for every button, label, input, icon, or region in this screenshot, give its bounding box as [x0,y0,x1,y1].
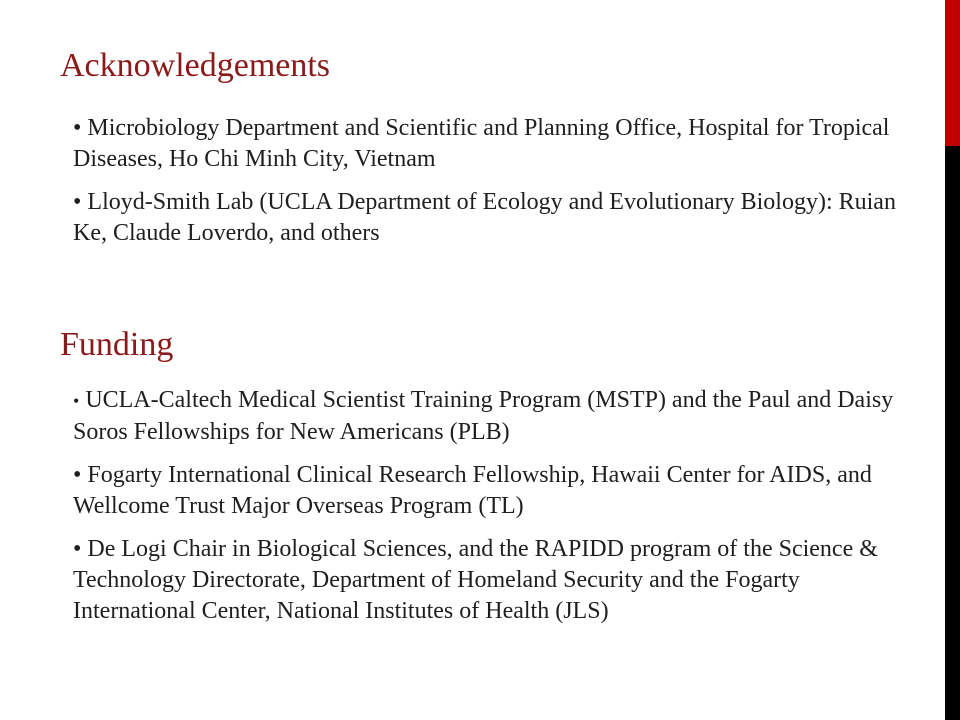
list-item [73,460,903,522]
bullet-icon: • [73,462,82,488]
list-item-text: Lloyd-Smith Lab (UCLA Department of Ecology and Evolutionary Biology): Ruian Ke, Claude Loverdo, and others [73,189,896,246]
list-item [73,113,903,175]
bullet-icon: • [73,189,82,215]
list-item-text: UCLA-Caltech Medical Scientist Training Program (MSTP) and the Paul and Daisy Soros Fellowships for New Americans (PLB) [73,387,894,445]
accent-bar-red [945,0,960,146]
acknowledgements-list [73,113,903,261]
list-item-text: De Logi Chair in Biological Sciences, and the RAPIDD program of the Science & Technology Directorate, Department of Homeland Security and the Fogarty International Center, National Institutes of Health (JLS) [73,536,878,624]
bullet-icon: • [73,536,82,562]
bullet-icon: • [73,391,80,411]
list-item-text: Microbiology Department and Scientific and Planning Office, Hospital for Tropical Diseases, Ho Chi Minh City, Vietnam [73,115,890,172]
list-item-text: Fogarty International Clinical Research Fellowship, Hawaii Center for AIDS, and Wellcome Trust Major Overseas Program (TL) [73,462,872,519]
list-item [73,187,903,249]
acknowledgements-heading: Acknowledgements [60,47,331,84]
list-item [73,385,903,448]
accent-bar-black [945,146,960,720]
list-item [73,534,903,627]
bullet-icon: • [73,115,82,141]
funding-list [73,385,903,639]
funding-heading: Funding [60,326,174,363]
